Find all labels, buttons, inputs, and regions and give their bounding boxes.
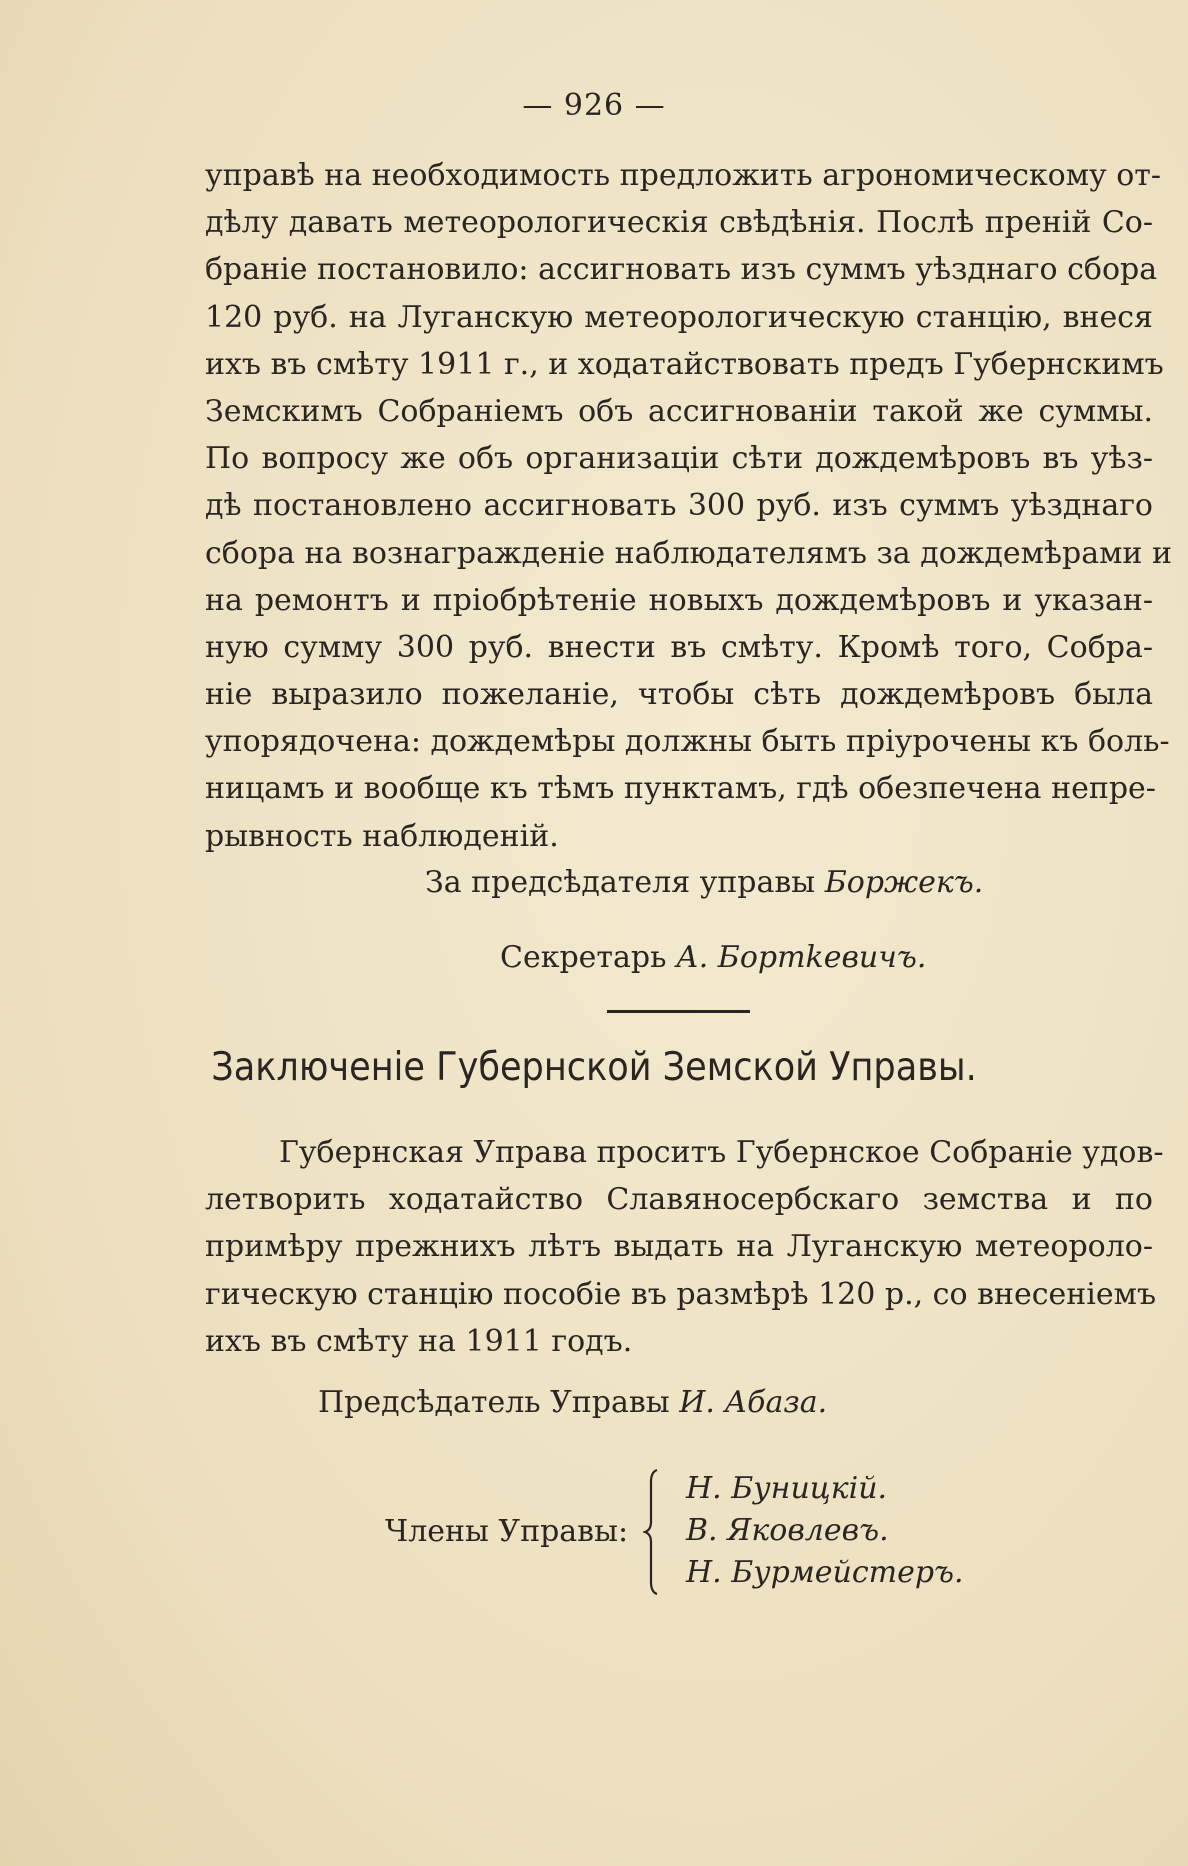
- text-line: примѣру прежнихъ лѣтъ выдать на Луганскую метеороло-: [205, 1229, 1153, 1265]
- text-line: дѣ постановлено ассигновать 300 руб. изъ суммъ уѣзднаго: [205, 488, 1153, 524]
- text-line: ніе выразило пожеланіе, чтобы сѣть дождемѣровъ была: [205, 677, 1153, 713]
- members-list: [686, 1468, 964, 1594]
- member-name: Н. Буницкій.: [686, 1471, 888, 1506]
- section-divider: [607, 1010, 750, 1013]
- text-line: браніе постановило: ассигновать изъ суммъ уѣзднаго сбора: [205, 252, 1158, 288]
- curly-brace-icon: [643, 1468, 661, 1596]
- heading-text: Заключеніе Губернской Земской Управы.: [211, 1045, 977, 1090]
- member-name: Н. Бурмейстеръ.: [686, 1555, 964, 1590]
- text-line: сбора на вознагражденіе наблюдателямъ за дождемѣрами и: [205, 535, 1172, 571]
- text-line: ихъ въ смѣту на 1911 годъ.: [205, 1323, 633, 1359]
- text-line: ихъ въ смѣту 1911 г., и ходатайствовать предъ Губернскимъ: [205, 346, 1164, 382]
- signature-acting-chairman: [425, 865, 983, 900]
- text-line: летворить ходатайство Славяносербскаго земства и по: [205, 1182, 1153, 1218]
- text-line: 120 руб. на Луганскую метеорологическую станцію, внеся: [205, 299, 1153, 335]
- signature-name: И. Абаза.: [679, 1385, 828, 1420]
- paragraph-2: [205, 1129, 1164, 1365]
- signature-role: Предсѣдатель Управы: [318, 1385, 670, 1420]
- paragraph-1: [205, 152, 1172, 860]
- signature-role: За предсѣдателя управы: [425, 865, 816, 900]
- signature-name: А. Бортkевичъ.: [675, 940, 927, 975]
- text-line: ницамъ и вообще къ тѣмъ пунктамъ, гдѣ обезпечена непре-: [205, 771, 1156, 807]
- text-line: ную сумму 300 руб. внести въ смѣту. Кромѣ того, Собра-: [205, 629, 1153, 665]
- members-label: Члены Управы:: [385, 1514, 629, 1549]
- member-name: В. Яковлевъ.: [686, 1513, 889, 1548]
- text-line: дѣлу давать метеорологическія свѣдѣнія. Послѣ преній Со-: [205, 205, 1153, 241]
- text-line: гическую станцію пособіе въ размѣрѣ 120 р., со внесеніемъ: [205, 1276, 1157, 1312]
- text-line: рывность наблюденій.: [205, 818, 559, 854]
- page-number: — 926 —: [522, 88, 666, 123]
- signature-chairman: [318, 1385, 827, 1420]
- text-line: По вопросу же объ организаціи сѣти дождемѣровъ въ уѣз-: [205, 441, 1153, 477]
- signature-secretary: [500, 940, 926, 975]
- text-line: управѣ на необходимость предложить агрономическому от-: [205, 158, 1162, 193]
- text-line: на ремонтъ и пріобрѣтеніе новыхъ дождемѣровъ и указан-: [205, 582, 1153, 618]
- text-line: упорядочена: дождемѣры должны быть пріурочены къ боль-: [205, 724, 1170, 760]
- text-line: Земскимъ Собраніемъ объ ассигнованіи такой же суммы.: [205, 393, 1153, 429]
- text-line: Губернская Управа проситъ Губернское Собраніе удов-: [279, 1135, 1164, 1170]
- signature-name: Боржекъ.: [824, 865, 984, 900]
- section-heading: [0, 1045, 1188, 1105]
- signature-role: Секретарь: [500, 940, 667, 975]
